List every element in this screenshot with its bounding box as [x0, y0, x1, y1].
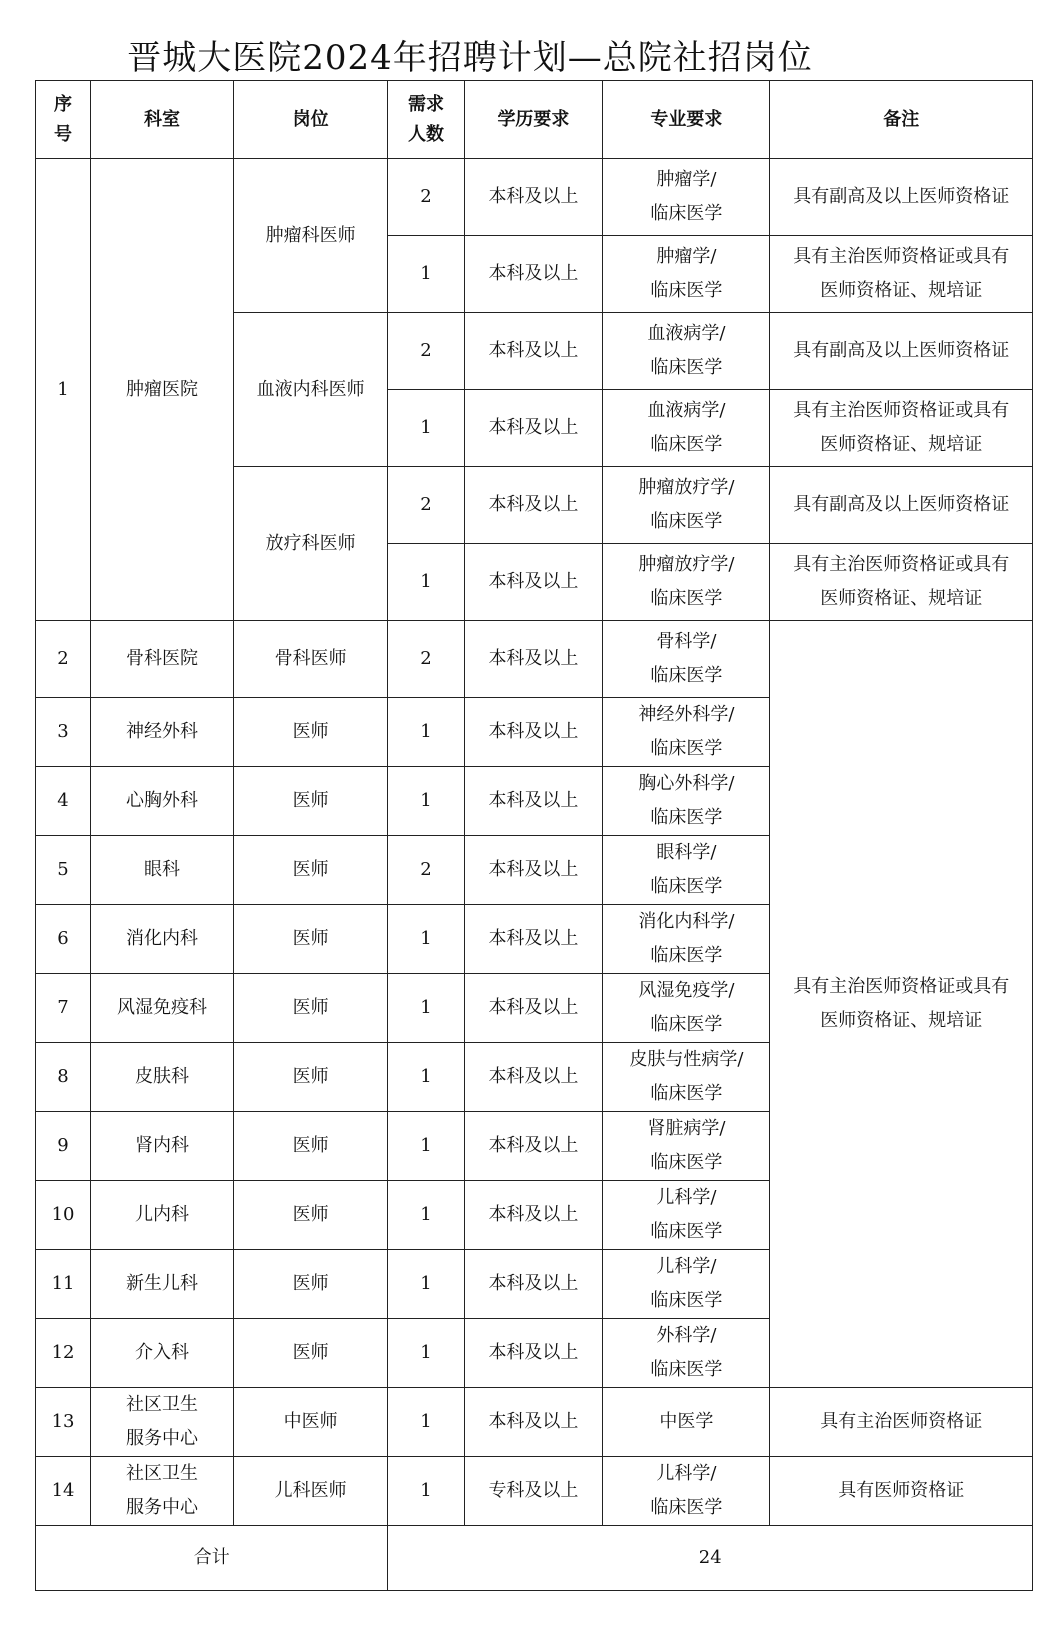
count-cell: 1	[388, 544, 464, 621]
seq-cell: 2	[36, 621, 91, 698]
count-cell: 2	[388, 836, 464, 905]
dept-cell: 消化内科	[91, 905, 234, 974]
major-cell: 骨科学/ 临床医学	[603, 621, 770, 698]
count-cell: 1	[388, 1112, 464, 1181]
shared-note-cell: 具有主治医师资格证或具有 医师资格证、规培证	[770, 621, 1033, 1388]
seq-cell: 8	[36, 1043, 91, 1112]
note-cell: 具有副高及以上医师资格证	[770, 467, 1033, 544]
dept-cell: 新生儿科	[91, 1250, 234, 1319]
count-cell: 1	[388, 390, 464, 467]
post-cell: 医师	[233, 1181, 388, 1250]
count-cell: 1	[388, 236, 464, 313]
total-row	[36, 1526, 1033, 1591]
header-note: 备注	[770, 81, 1033, 159]
post-cell: 中医师	[233, 1388, 388, 1457]
note-cell: 具有主治医师资格证或具有 医师资格证、规培证	[770, 236, 1033, 313]
edu-cell: 本科及以上	[464, 159, 603, 236]
note-cell: 具有副高及以上医师资格证	[770, 313, 1033, 390]
count-cell: 1	[388, 1457, 464, 1526]
page-title	[0, 30, 1060, 79]
seq-cell: 9	[36, 1112, 91, 1181]
count-cell: 1	[388, 1319, 464, 1388]
edu-cell: 本科及以上	[464, 1319, 603, 1388]
dept-cell: 介入科	[91, 1319, 234, 1388]
count-cell: 1	[388, 1181, 464, 1250]
post-cell: 医师	[233, 767, 388, 836]
note-cell: 具有主治医师资格证或具有 医师资格证、规培证	[770, 544, 1033, 621]
dept-cell: 肾内科	[91, 1112, 234, 1181]
edu-cell: 本科及以上	[464, 974, 603, 1043]
header-row	[36, 81, 1033, 159]
post-cell: 医师	[233, 1043, 388, 1112]
dept-cell: 眼科	[91, 836, 234, 905]
edu-cell: 专科及以上	[464, 1457, 603, 1526]
table-row	[36, 1457, 1033, 1526]
count-cell: 1	[388, 1388, 464, 1457]
note-cell: 具有主治医师资格证或具有 医师资格证、规培证	[770, 390, 1033, 467]
major-cell: 风湿免疫学/ 临床医学	[603, 974, 770, 1043]
dept-cell: 肿瘤医院	[91, 159, 234, 621]
post-cell: 医师	[233, 698, 388, 767]
dept-cell: 骨科医院	[91, 621, 234, 698]
major-cell: 中医学	[603, 1388, 770, 1457]
major-cell: 肿瘤放疗学/ 临床医学	[603, 544, 770, 621]
major-cell: 肿瘤放疗学/ 临床医学	[603, 467, 770, 544]
major-cell: 肿瘤学/ 临床医学	[603, 236, 770, 313]
major-cell: 皮肤与性病学/ 临床医学	[603, 1043, 770, 1112]
seq-cell: 4	[36, 767, 91, 836]
recruitment-table	[35, 80, 1033, 1591]
seq-cell: 6	[36, 905, 91, 974]
table-row	[36, 621, 1033, 698]
seq-cell: 11	[36, 1250, 91, 1319]
header-seq: 序 号	[36, 81, 91, 159]
edu-cell: 本科及以上	[464, 905, 603, 974]
seq-cell: 1	[36, 159, 91, 621]
header-major: 专业要求	[603, 81, 770, 159]
dept-cell: 风湿免疫科	[91, 974, 234, 1043]
seq-cell: 14	[36, 1457, 91, 1526]
note-cell: 具有医师资格证	[770, 1457, 1033, 1526]
edu-cell: 本科及以上	[464, 236, 603, 313]
note-cell: 具有主治医师资格证	[770, 1388, 1033, 1457]
major-cell: 肿瘤学/ 临床医学	[603, 159, 770, 236]
post-cell: 骨科医师	[233, 621, 388, 698]
header-count: 需求 人数	[388, 81, 464, 159]
seq-cell: 7	[36, 974, 91, 1043]
major-cell: 血液病学/ 临床医学	[603, 390, 770, 467]
header-post: 岗位	[233, 81, 388, 159]
post-cell: 肿瘤科医师	[233, 159, 388, 313]
major-cell: 眼科学/ 临床医学	[603, 836, 770, 905]
edu-cell: 本科及以上	[464, 1388, 603, 1457]
post-cell: 医师	[233, 905, 388, 974]
post-cell: 血液内科医师	[233, 313, 388, 467]
edu-cell: 本科及以上	[464, 836, 603, 905]
table-row	[36, 1388, 1033, 1457]
count-cell: 2	[388, 621, 464, 698]
header-dept: 科室	[91, 81, 234, 159]
seq-cell: 13	[36, 1388, 91, 1457]
major-cell: 血液病学/ 临床医学	[603, 313, 770, 390]
post-cell: 医师	[233, 1112, 388, 1181]
major-cell: 儿科学/ 临床医学	[603, 1181, 770, 1250]
edu-cell: 本科及以上	[464, 544, 603, 621]
dept-cell: 儿内科	[91, 1181, 234, 1250]
header-edu: 学历要求	[464, 81, 603, 159]
seq-cell: 12	[36, 1319, 91, 1388]
edu-cell: 本科及以上	[464, 467, 603, 544]
dept-cell: 社区卫生 服务中心	[91, 1388, 234, 1457]
edu-cell: 本科及以上	[464, 313, 603, 390]
major-cell: 消化内科学/ 临床医学	[603, 905, 770, 974]
count-cell: 1	[388, 905, 464, 974]
edu-cell: 本科及以上	[464, 1043, 603, 1112]
count-cell: 1	[388, 767, 464, 836]
count-cell: 1	[388, 698, 464, 767]
post-cell: 医师	[233, 974, 388, 1043]
count-cell: 1	[388, 974, 464, 1043]
major-cell: 儿科学/ 临床医学	[603, 1250, 770, 1319]
page-title-text: 晋城大医院2024年招聘计划—总院社招岗位	[127, 38, 813, 78]
count-cell: 2	[388, 313, 464, 390]
edu-cell: 本科及以上	[464, 698, 603, 767]
dept-cell: 皮肤科	[91, 1043, 234, 1112]
seq-cell: 3	[36, 698, 91, 767]
edu-cell: 本科及以上	[464, 390, 603, 467]
dept-cell: 神经外科	[91, 698, 234, 767]
count-cell: 2	[388, 159, 464, 236]
total-value: 24	[388, 1526, 1033, 1591]
dept-cell: 心胸外科	[91, 767, 234, 836]
edu-cell: 本科及以上	[464, 621, 603, 698]
count-cell: 1	[388, 1043, 464, 1112]
edu-cell: 本科及以上	[464, 1250, 603, 1319]
major-cell: 肾脏病学/ 临床医学	[603, 1112, 770, 1181]
major-cell: 胸心外科学/ 临床医学	[603, 767, 770, 836]
major-cell: 儿科学/ 临床医学	[603, 1457, 770, 1526]
post-cell: 放疗科医师	[233, 467, 388, 621]
dept-cell: 社区卫生 服务中心	[91, 1457, 234, 1526]
edu-cell: 本科及以上	[464, 1112, 603, 1181]
post-cell: 儿科医师	[233, 1457, 388, 1526]
table-row	[36, 159, 1033, 236]
seq-cell: 10	[36, 1181, 91, 1250]
count-cell: 1	[388, 1250, 464, 1319]
post-cell: 医师	[233, 1250, 388, 1319]
major-cell: 外科学/ 临床医学	[603, 1319, 770, 1388]
major-cell: 神经外科学/ 临床医学	[603, 698, 770, 767]
seq-cell: 5	[36, 836, 91, 905]
note-cell: 具有副高及以上医师资格证	[770, 159, 1033, 236]
edu-cell: 本科及以上	[464, 767, 603, 836]
count-cell: 2	[388, 467, 464, 544]
total-label: 合计	[36, 1526, 388, 1591]
post-cell: 医师	[233, 1319, 388, 1388]
post-cell: 医师	[233, 836, 388, 905]
edu-cell: 本科及以上	[464, 1181, 603, 1250]
